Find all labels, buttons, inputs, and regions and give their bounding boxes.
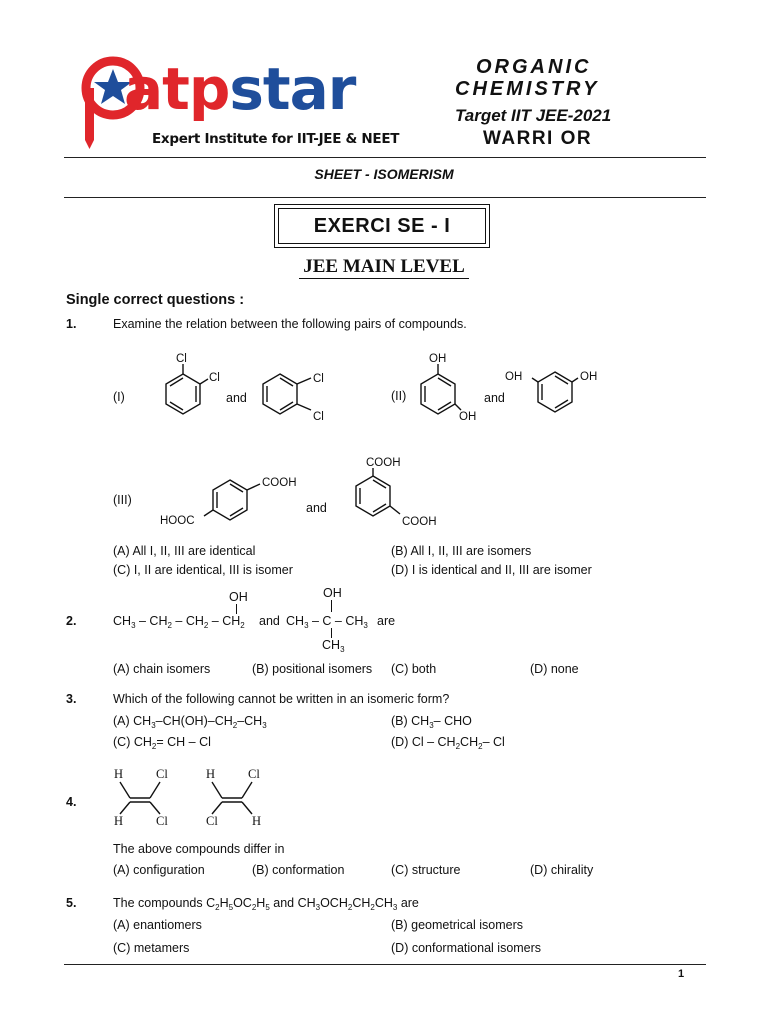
option-c[interactable]: (C) I, II are identical, III is isomer bbox=[113, 563, 293, 577]
option-d[interactable]: (D) conformational isomers bbox=[391, 941, 542, 955]
atom-label: Cl bbox=[248, 767, 260, 781]
ch3-group: $CH_3$ bbox=[322, 638, 345, 654]
structure-isophthalic-acid bbox=[340, 452, 450, 532]
option-a[interactable]: (A) configuration bbox=[113, 863, 205, 877]
and-text: and bbox=[484, 391, 505, 405]
atom-label: Cl bbox=[156, 814, 168, 828]
option-c[interactable]: (C) metamers bbox=[113, 941, 190, 955]
atom-label: H bbox=[206, 767, 216, 781]
logo bbox=[80, 55, 400, 150]
bond-vertical bbox=[331, 628, 332, 638]
option-b[interactable]: (B) All I, II, III are isomers bbox=[391, 544, 532, 558]
structure-o-dichlorobenzene bbox=[150, 350, 230, 430]
substituent-label: OH bbox=[429, 353, 447, 365]
option-b[interactable]: (B) conformation bbox=[252, 863, 345, 877]
substituent-label: Cl bbox=[176, 353, 187, 365]
option-a[interactable]: (A) All I, II, III are identical bbox=[113, 544, 256, 558]
pair-label: (III) bbox=[113, 493, 132, 507]
option-d[interactable]: (D) chirality bbox=[530, 863, 594, 877]
atom-label: H bbox=[114, 814, 124, 828]
structure-resorcinol bbox=[405, 350, 485, 430]
target-text: Target IIT JEE-2021 bbox=[455, 106, 612, 125]
oh-group: OH bbox=[229, 590, 248, 604]
question-text: Which of the following cannot be written in an isomeric form? bbox=[113, 692, 450, 706]
option-b[interactable]: (B) $CH_3-$ CHO bbox=[391, 714, 472, 730]
structure-terephthalic-acid bbox=[158, 472, 318, 542]
substituent-label: OH bbox=[580, 371, 598, 383]
option-c[interactable]: (C) both bbox=[391, 662, 437, 676]
structure-dichloroethene-2 bbox=[200, 764, 280, 834]
and-text: and bbox=[226, 391, 247, 405]
sheet-title: SHEET - ISOMERISM bbox=[314, 166, 454, 182]
logo-tagline: Expert Institute for IIT-JEE & NEET bbox=[152, 131, 400, 147]
formula-tert-butanol: $CH_3$ – C – $CH_3$ bbox=[286, 614, 368, 630]
question-number: 3. bbox=[66, 692, 77, 706]
substituent-label: OH bbox=[505, 371, 523, 383]
atom-label: Cl bbox=[156, 767, 168, 781]
option-d[interactable]: (D) Cl – $CH_2CH_2-$ Cl bbox=[391, 735, 505, 751]
option-a[interactable]: (A) chain isomers bbox=[113, 662, 211, 676]
option-b[interactable]: (B) geometrical isomers bbox=[391, 918, 523, 932]
are-text: are bbox=[377, 614, 396, 628]
substituent-label: COOH bbox=[262, 477, 297, 489]
subject-title-2: CHEMISTRY bbox=[455, 78, 600, 100]
and-text: and bbox=[259, 614, 280, 628]
option-c[interactable]: (C) $CH_2=$ CH – Cl bbox=[113, 735, 211, 751]
atom-label: H bbox=[252, 814, 262, 828]
question-text: The above compounds differ in bbox=[113, 842, 285, 856]
substituent-label: COOH bbox=[402, 516, 437, 528]
substituent-label: COOH bbox=[366, 457, 401, 469]
structure-o-dichlorobenzene-2 bbox=[255, 354, 335, 434]
footer-divider bbox=[64, 964, 706, 965]
question-text: The compounds $C_2H_5OC_2H_5$ and $CH_3OCH_2CH_2CH_3$ are bbox=[113, 896, 419, 912]
question-number: 5. bbox=[66, 896, 77, 910]
atom-label: Cl bbox=[206, 814, 218, 828]
header-divider-top bbox=[64, 157, 706, 158]
substituent-label: Cl bbox=[313, 373, 324, 385]
batch-name: WARRI OR bbox=[483, 128, 593, 149]
structure-resorcinol-2 bbox=[502, 364, 612, 434]
header-divider-bottom bbox=[64, 197, 706, 198]
substituent-label: Cl bbox=[209, 372, 220, 384]
subject-title-1: ORGANIC bbox=[476, 56, 592, 78]
exercise-title: EXERCI SE - I bbox=[313, 215, 451, 237]
structure-trans-dichloroethene bbox=[108, 764, 188, 834]
option-a[interactable]: (A) enantiomers bbox=[113, 918, 202, 932]
atom-label: H bbox=[114, 767, 124, 781]
pair-label: (II) bbox=[391, 389, 407, 403]
option-a[interactable]: (A) $CH_3-CH(OH)-CH_2-CH_3$ bbox=[113, 714, 267, 730]
option-d[interactable]: (D) I is identical and II, III are isomer bbox=[391, 563, 592, 577]
question-number: 1. bbox=[66, 317, 77, 331]
exercise-box bbox=[274, 204, 490, 248]
page-number: 1 bbox=[678, 968, 685, 980]
formula-butanol: $CH_3 - CH_2 - CH_2 - CH_2$ bbox=[113, 614, 245, 630]
bond-vertical bbox=[331, 600, 332, 612]
question-number: 2. bbox=[66, 614, 77, 628]
option-d[interactable]: (D) none bbox=[530, 662, 579, 676]
substituent-label: OH bbox=[459, 411, 477, 423]
oh-group: OH bbox=[323, 586, 342, 600]
option-c[interactable]: (C) structure bbox=[391, 863, 461, 877]
question-text: Examine the relation between the following pairs of compounds. bbox=[113, 317, 467, 331]
level-underline bbox=[299, 278, 469, 279]
level-heading: JEE MAIN LEVEL bbox=[303, 256, 465, 277]
section-heading: Single correct questions : bbox=[66, 292, 245, 308]
pair-label: (I) bbox=[113, 390, 125, 404]
option-b[interactable]: (B) positional isomers bbox=[252, 662, 373, 676]
logo-wordmark: atpstar bbox=[124, 55, 356, 123]
question-number: 4. bbox=[66, 795, 77, 809]
and-text: and bbox=[306, 501, 327, 515]
bond-vertical bbox=[236, 604, 237, 614]
substituent-label: HOOC bbox=[160, 515, 195, 527]
substituent-label: Cl bbox=[313, 411, 324, 423]
